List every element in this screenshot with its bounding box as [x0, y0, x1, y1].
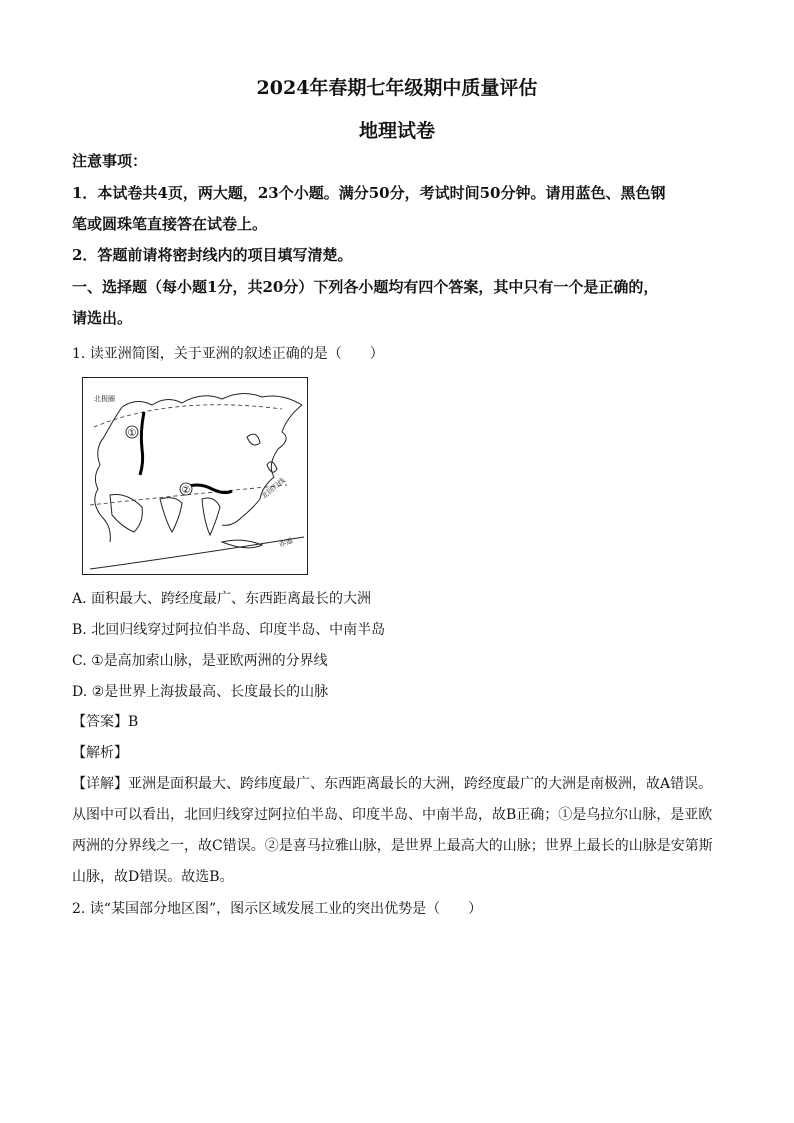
section-heading-line-1: 一、选择题（每小题1分，共20分）下列各小题均有四个答案，其中只有一个是正确的，	[72, 278, 659, 296]
question-1-option-c[interactable]: C. ①是高加索山脉，是亚欧两洲的分界线	[72, 653, 328, 669]
map-label-arctic: 北极圈	[94, 395, 115, 403]
question-1-detail-line-1: 【详解】亚洲是面积最大、跨纬度最广、东西距离最长的大洲，跨经度最广的大洲是南极洲，故A错误。	[72, 776, 713, 792]
question-1-option-d[interactable]: D. ②是世界上海拔最高、长度最长的山脉	[72, 684, 329, 700]
question-1-option-b[interactable]: B. 北回归线穿过阿拉伯半岛、印度半岛、中南半岛	[72, 622, 386, 638]
question-1-detail-line-3: 两洲的分界线之一，故C错误。②是喜马拉雅山脉，是世界上最高大的山脉；世界上最长的山脉是安第斯	[72, 838, 713, 854]
notes-item-2: 2．答题前请将密封线内的项目填写清楚。	[72, 246, 353, 264]
map-marker-1: ①	[127, 428, 137, 439]
notes-item-1-line-1: 1．本试卷共4页，两大题，23个小题。满分50分，考试时间50分钟。请用蓝色、黑色钢	[72, 184, 666, 202]
asia-map-figure	[82, 377, 308, 575]
map-label-tropic: 北回归线	[260, 476, 287, 501]
notes-heading: 注意事项：	[72, 152, 148, 170]
question-1-stem: 1. 读亚洲简图，关于亚洲的叙述正确的是（ ）	[72, 346, 384, 362]
question-2-stem: 2. 读“某国部分地区图”，图示区域发展工业的突出优势是（ ）	[72, 901, 483, 917]
question-1-option-a[interactable]: A. 面积最大、跨经度最广、东西距离最长的大洲	[72, 591, 372, 607]
question-1-detail-line-4: 山脉，故D错误。故选B。	[72, 869, 234, 885]
section-heading-line-2: 请选出。	[72, 309, 133, 327]
question-1-detail-line-2: 从图中可以看出，北回归线穿过阿拉伯半岛、印度半岛、中南半岛，故B正确；①是乌拉尔山脉，是亚欧	[72, 807, 713, 823]
notes-item-1-line-2: 笔或圆珠笔直接答在试卷上。	[72, 215, 268, 233]
asia-map	[82, 377, 308, 575]
map-marker-2: ②	[181, 485, 191, 496]
question-1-answer: 【答案】B	[72, 714, 139, 730]
map-label-equator: 赤道	[277, 536, 294, 549]
page-title: 2024年春期七年级期中质量评估	[256, 77, 538, 99]
page-subtitle: 地理试卷	[358, 120, 435, 142]
question-1-analysis-heading: 【解析】	[72, 745, 128, 761]
